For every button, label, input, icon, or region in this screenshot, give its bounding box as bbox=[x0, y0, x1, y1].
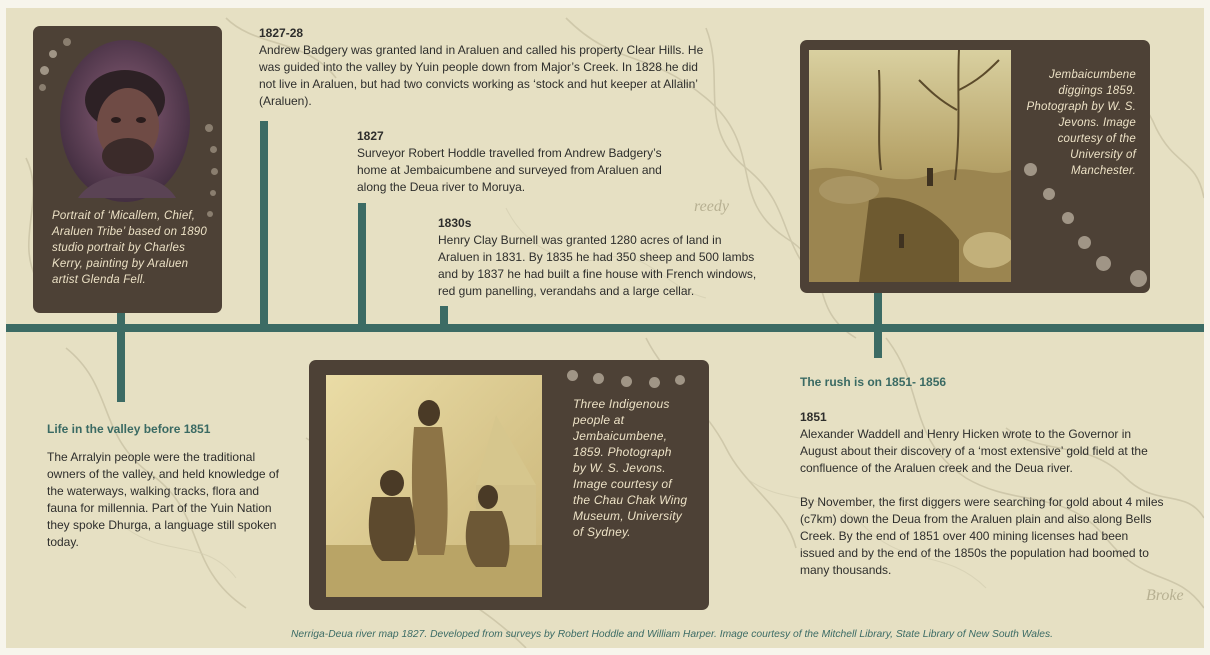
decor-dot bbox=[675, 375, 685, 385]
portrait-painting bbox=[58, 38, 192, 204]
map-label-reedy: reedy bbox=[694, 198, 729, 215]
decor-dot bbox=[210, 146, 217, 153]
entry-1830s bbox=[438, 215, 764, 300]
tick-1827 bbox=[358, 203, 366, 327]
entry-1827-text: Surveyor Robert Hoddle travelled from Andrew Badgery’s home at Jembaicumbene and surveyed from Araluen and along the Deua river to Moruya. bbox=[357, 146, 662, 194]
decor-dot bbox=[1043, 188, 1055, 200]
valley-text: The Arralyin people were the traditional owners of the valley, and held knowledge of the waterways, walking tracks, flora and fauna for millennia. Part of the Yuin Nation they spoke Dhurga, a language still spoken today. bbox=[47, 450, 279, 549]
decor-dot bbox=[1062, 212, 1074, 224]
decor-dot bbox=[1078, 236, 1091, 249]
timeline-axis bbox=[6, 324, 1204, 332]
indigenous-photo bbox=[326, 375, 542, 597]
decor-dot bbox=[1130, 270, 1147, 287]
valley-heading: Life in the valley before 1851 bbox=[47, 422, 211, 436]
map-label-broke: Broke bbox=[1146, 587, 1184, 604]
tick-valley bbox=[117, 312, 125, 402]
diggings-card bbox=[800, 40, 1150, 293]
decor-dot bbox=[1024, 163, 1037, 176]
entry-1827 bbox=[357, 128, 687, 196]
diggings-caption: Jembaicumbene diggings 1859. Photograph by W. S. Jevons. Image courtesy of the University of Manchester. bbox=[1026, 69, 1136, 177]
indigenous-caption: Three Indigenous people at Jembaicumbene, 1859. Photograph by W. S. Jevons. Image courtesy of the Chau Chak Wing Museum, University of Sydney. bbox=[573, 397, 688, 539]
rush-text-1: Alexander Waddell and Henry Hicken wrote to the Governor in August about their discovery of a ‘most extensive’ gold field at the confluence of the Araluen creek and the Deua river. bbox=[800, 427, 1148, 475]
decor-dot bbox=[205, 124, 213, 132]
timeline-panel bbox=[6, 8, 1204, 648]
entry-1827-28-text: Andrew Badgery was granted land in Araluen and called his property Clear Hills. He was guided into the valley by Yuin people down from Major’s Creek. In 1828 he did not live in Araluen, but had two convicts working as ‘stock and hut keeper at Allalin’ (Araluen). bbox=[259, 43, 704, 108]
entry-1827-28-year: 1827-28 bbox=[259, 26, 304, 40]
portrait-card bbox=[33, 26, 222, 313]
rush-year: 1851 bbox=[800, 410, 827, 424]
portrait-caption: Portrait of ‘Micallem, Chief, Araluen Tribe’ based on 1890 studio portrait by Charles Kerry, painting by Araluen artist Glenda Fell. bbox=[52, 210, 207, 286]
decor-dot bbox=[1096, 256, 1111, 271]
rush-entry bbox=[800, 409, 1164, 579]
tick-1827-28 bbox=[260, 121, 268, 327]
rush-text-2: By November, the first diggers were searching for gold about 4 miles (c7km) down the Deua from the Araluen plain and also along Bells Creek. By the end of 1851 over 400 mining licenses had been issued and by the end of the 1850s the population had boomed to many thousands. bbox=[800, 495, 1164, 577]
decor-dot bbox=[49, 50, 57, 58]
decor-dot bbox=[567, 370, 578, 381]
indigenous-photo-card bbox=[309, 360, 709, 610]
entry-1830s-year: 1830s bbox=[438, 216, 472, 230]
entry-1830s-text: Henry Clay Burnell was granted 1280 acres of land in Araluen in 1831. By 1835 he had 350 sheep and 500 lambs and by 1837 he had built a fine house with French windows, red gum panelling, verandahs and a large cellar. bbox=[438, 233, 757, 298]
decor-dot bbox=[649, 377, 660, 388]
rush-heading: The rush is on 1851- 1856 bbox=[800, 375, 947, 389]
decor-dot bbox=[593, 373, 604, 384]
decor-dot bbox=[621, 376, 632, 387]
diggings-photo bbox=[809, 50, 1011, 282]
decor-dot bbox=[210, 190, 216, 196]
decor-dot bbox=[40, 66, 49, 75]
entry-1827-28 bbox=[259, 25, 715, 110]
tick-1830s bbox=[440, 306, 448, 327]
decor-dot bbox=[211, 168, 218, 175]
map-credit: Nerriga-Deua river map 1827. Developed from surveys by Robert Hoddle and William Harper. Image courtesy of the Mitchell Library, State Library of New South Wales. bbox=[291, 629, 1054, 640]
tick-rush bbox=[874, 292, 882, 358]
entry-1827-year: 1827 bbox=[357, 129, 384, 143]
decor-dot bbox=[39, 84, 46, 91]
